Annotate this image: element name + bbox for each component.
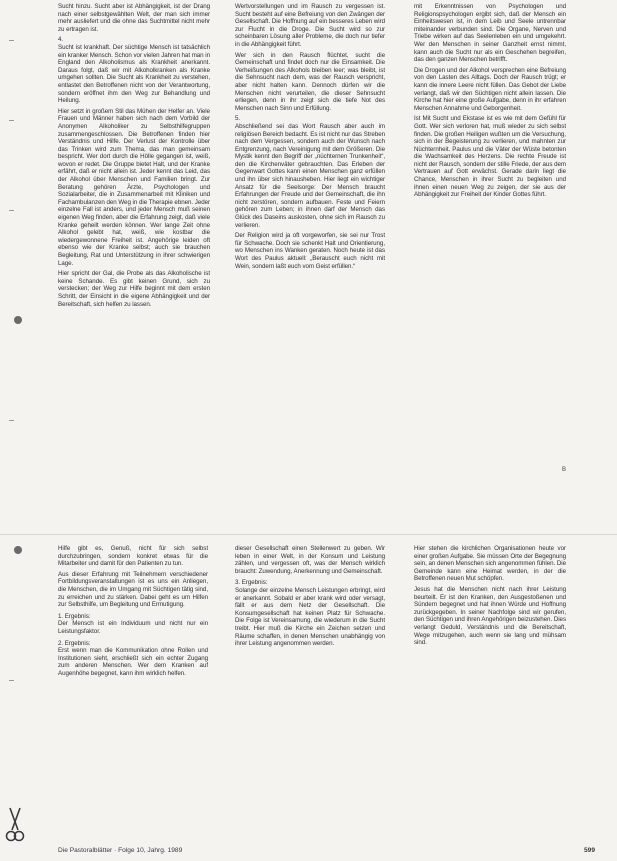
text-column-bottom-right <box>414 545 566 835</box>
result-heading: 1. Ergebnis: <box>58 612 91 620</box>
paragraph: mit Erkenntnissen von Psychologen und Religionspsychologen ergibt sich, daß der Mensch ein Einheitswesen ist, in dem Leib und Seele untrennbar miteinander verbunden sind. Die Organe, Nerven und Triebe wirken auf das Seelenleben ein und umgekehrt. Wer den Menschen in seiner Ganzheit ernst nimmt, kann auch die Sucht nur als ein Geschehen begreifen, das den ganzen Menschen betrifft. <box>414 3 566 64</box>
punch-hole <box>14 316 22 324</box>
text-column-top-right <box>414 3 566 471</box>
paragraph: Hier spricht der Gal, die Probe als das Alkoholische ist keine Schande. Es gibt keinen Grund, sich zu verstecken; der Weg zur Hilfe beginnt mit dem ersten Schritt, der Einsicht in die eigene Abhängigkeit und der Bereitschaft, sich helfen zu lassen. <box>58 270 210 308</box>
margin-tick <box>9 420 14 421</box>
margin-tick <box>9 40 14 41</box>
paragraph: Abschließend sei das Wort Rausch aber auch im religiösen Bereich bedacht. Es ist nicht nur das Streben nach dem Vergessen, sondern auch der Wunsch nach Entgrenzung, nach Vereinigung mit dem Größeren. Die Mystik kennt den Begriff der „nüchternen Trunkenheit“, den die Kirchenväter gebrauchten. Das Erleben der Gegenwart Gottes kann einen Menschen ganz erfüllen und ihn über sich hinausheben. Hier liegt ein wichtiger Ansatz für die Seelsorge: Der Mensch braucht Erfahrungen der Freude und der Gemeinschaft, die ihn nicht zerstören, sondern aufbauen. Feste und Feiern gehören zum Leben; in ihnen darf der Mensch das Glück des Daseins auskosten, ohne sich im Rausch zu verlieren. <box>235 122 385 229</box>
paragraph: Erst wenn man die Kommunikation ohne Rollen und Institutionen sieht, erschließt sich ein echter Zugang zum anderen Menschen. Wer dem Kranken auf Augenhöhe begegnet, kann ihm wirklich helfen. <box>58 647 208 677</box>
end-mark: B <box>562 467 567 473</box>
page-number: 599 <box>584 847 596 854</box>
paragraph: Jesus hat die Menschen nicht nach ihrer Leistung beurteilt. Er ist den Kranken, den Ausgestoßenen und Sündern begegnet und hat ihnen Würde und Hoffnung zurückgegeben. In seiner Nachfolge sind wir gerufen, den Süchtigen und ihren Angehörigen beizustehen. Dies verlangt Geduld, Verständnis und die Bereitschaft, Wege mitzugehen, auch wenn sie lang und mühsam sind. <box>414 585 566 647</box>
margin-tick <box>9 210 14 211</box>
text-column-bottom-middle <box>235 545 385 835</box>
paragraph: Solange der einzelne Mensch Leistungen erbringt, wird er anerkannt. Sobald er aber krank wird oder versagt, fällt er aus dem Netz der Gesellschaft. Die Konsumgesellschaft hat keinen Platz für Schwache. Die Folge ist Vereinsamung, die wiederum in die Sucht treibt. Hier muß die Kirche ein Zeichen setzen und Räume schaffen, in denen Menschen unabhängig von ihrer Leistung angenommen werden. <box>235 586 385 648</box>
scissors-icon <box>4 806 26 844</box>
paragraph: Aus dieser Erfahrung mit Teilnehmern verschiedener Fortbildungsveranstaltungen ist es uns ein Anliegen, die Menschen, die im Umgang mit Süchtigen tätig sind, zu erreichen und zu stärken. Dabei geht es um Hilfen zur Selbsthilfe, um Begleitung und Ermutigung. <box>58 570 208 609</box>
paragraph: Hier setzt in großem Stil das Mühen der Helfer an. Viele Frauen und Männer haben sich nach dem Vorbild der Anonymen Alkoholiker zu Selbsthilfegruppen zusammengeschlossen. Die Betroffenen finden hier Verständnis und Hilfe. Der Verlust der Kontrolle über das Trinken wird zum Thema, das man gemeinsam bespricht. Wer dort durch die Hölle gegangen ist, weiß, wovon er redet. Die Gruppe bietet Halt, und der Kranke erfährt, daß er nicht allein ist. Jeder kennt das Leid, das der Alkohol über Menschen und Familien bringt. Zur Beratung gehören Ärzte, Psychologen und Sozialarbeiter, die in Zusammenarbeit mit Kliniken und Fachambulanzen den Weg in die Therapie ebnen. Jeder einzelne Fall ist anders, und jeder Mensch muß seinen eigenen Weg finden, aber die Erfahrung zeigt, daß viele Kranke geheilt werden können. Wer lange Zeit ohne Alkohol gelebt hat, weiß, wie kostbar die wiedergewonnene Freiheit ist. Angehörige leiden oft ebenso wie der Kranke selbst; auch sie brauchen Begleitung, Rat und Unterstützung in ihrer schwierigen Lage. <box>58 107 210 267</box>
margin-tick <box>9 680 14 681</box>
paragraph: Der Religion wird ja oft vorgeworfen, sie sei nur Trost für Schwache. Doch sie schenkt Halt und Orientierung, wo Menschen ins Wanken geraten. Noch heute ist das Wort des Paulus aktuell: „Berauscht euch nicht mit Wein, sondern laßt euch vom Geist erfüllen.“ <box>235 232 385 270</box>
text-column-top-middle <box>235 3 385 563</box>
footer-publication: Die Pastoralblätter · Folge 10, Jahrg. 1989 <box>58 847 183 854</box>
punch-hole <box>14 546 22 554</box>
paragraph: Die Drogen und der Alkohol versprechen eine Befreiung von den Lasten des Alltags. Doch der Rausch trügt; er kann die innere Leere nicht füllen. Das Gebot der Liebe verlangt, daß wir den Süchtigen nicht allein lassen. Die Kirche hat hier eine große Aufgabe, denn in ihr erfahren Menschen Annahme und Geborgenheit. <box>414 66 566 112</box>
paragraph: Hier stehen die kirchlichen Organisationen heute vor einer großen Aufgabe. Sie müssen Orte der Begegnung sein, an denen Menschen sich angenommen fühlen. Die Gemeinde kann eine Heimat werden, in der die Betroffenen neuen Mut schöpfen. <box>414 545 566 583</box>
text-column-top-left <box>58 3 210 483</box>
paragraph: Der Mensch ist ein Individuum und nicht nur ein Leistungsfaktor. <box>58 620 208 635</box>
section-number: 4. <box>58 36 64 44</box>
paragraph: Sucht hinzu. Sucht aber ist Abhängigkeit, ist der Drang nach einer selbstgewählten Welt, der man sich immer mehr ausliefert und die ohne das Suchtmittel nicht mehr zu ertragen ist. <box>58 3 210 33</box>
section-number: 5. <box>235 115 241 123</box>
paragraph: dieser Gesellschaft einen Stellenwert zu geben. Wir leben in einer Welt, in der Konsum und Leistung zählen, und vergessen oft, was der Mensch wirklich braucht: Zuwendung, Anerkennung und Gemeinschaft. <box>235 545 385 575</box>
result-heading: 2. Ergebnis: <box>58 639 91 647</box>
paragraph: Wer sich in den Rausch flüchtet, sucht die Gemeinschaft und findet doch nur die Einsamkeit. Die Verheißungen des Alkohols bleiben leer; was bleibt, ist die Sehnsucht nach dem, was der Rausch verspricht, aber nicht halten kann. Dennoch dürfen wir die Menschen nicht verurteilen, die dieser Sehnsucht erliegen, denn in ihr zeigt sich die tiefe Not des Menschen nach Sinn und Erfüllung. <box>235 51 385 112</box>
paragraph: Hilfe gibt es, Genuß, nicht für sich selbst durchzubringen, sondern konkret etwas für die Mitarbeiter und damit für den Patienten zu tun. <box>58 545 208 568</box>
paragraph: Ist Mit Sucht und Ekstase ist es wie mit dem Gefühl für Gott. Wer sich verloren hat, muß wieder zu sich selbst finden. Die großen Heiligen wußten um die Versuchung, sich in der Begeisterung zu verlieren, und mahnten zur Nüchternheit. Paulus und die Väter der Wüste betonten die Wachsamkeit des Herzens. Die rechte Freude ist nicht der Rausch, sondern der stille Friede, der aus dem Vertrauen auf Gott erwächst. Gerade darin liegt die Chance, Menschen in ihrer Sucht zu begleiten und ihnen einen neuen Weg zu zeigen, der sie aus der Abhängigkeit zur Freiheit der Kinder Gottes führt. <box>414 115 566 199</box>
paragraph: Sucht ist krankhaft. Der süchtige Mensch ist tatsächlich ein kranker Mensch. Schon vor vielen Jahren hat man in England den Alkoholismus als Krankheit anerkannt. Daraus folgt, daß wir mit Alkoholkranken als Kranke umgehen sollten. Die Sucht als Krankheit zu verstehen, entlastet den Betroffenen nicht von der Verantwortung, sondern eröffnet ihm den Weg zur Behandlung und Heilung. <box>58 43 210 105</box>
margin-tick <box>9 120 14 121</box>
paragraph: Wertvorstellungen und im Rausch zu vergessen ist. Sucht besteht auf eine Befreiung von den Zwängen der Gesellschaft. Die Hoffnung auf ein besseres Leben wird zur Flucht in die Droge. Die Sucht wird so zur scheinbaren Lösung aller Probleme, die doch nur tiefer in die Abhängigkeit führt. <box>235 3 385 48</box>
result-heading: 3. Ergebnis: <box>235 579 268 587</box>
page-divider <box>0 534 617 535</box>
text-column-bottom-left <box>58 545 208 835</box>
